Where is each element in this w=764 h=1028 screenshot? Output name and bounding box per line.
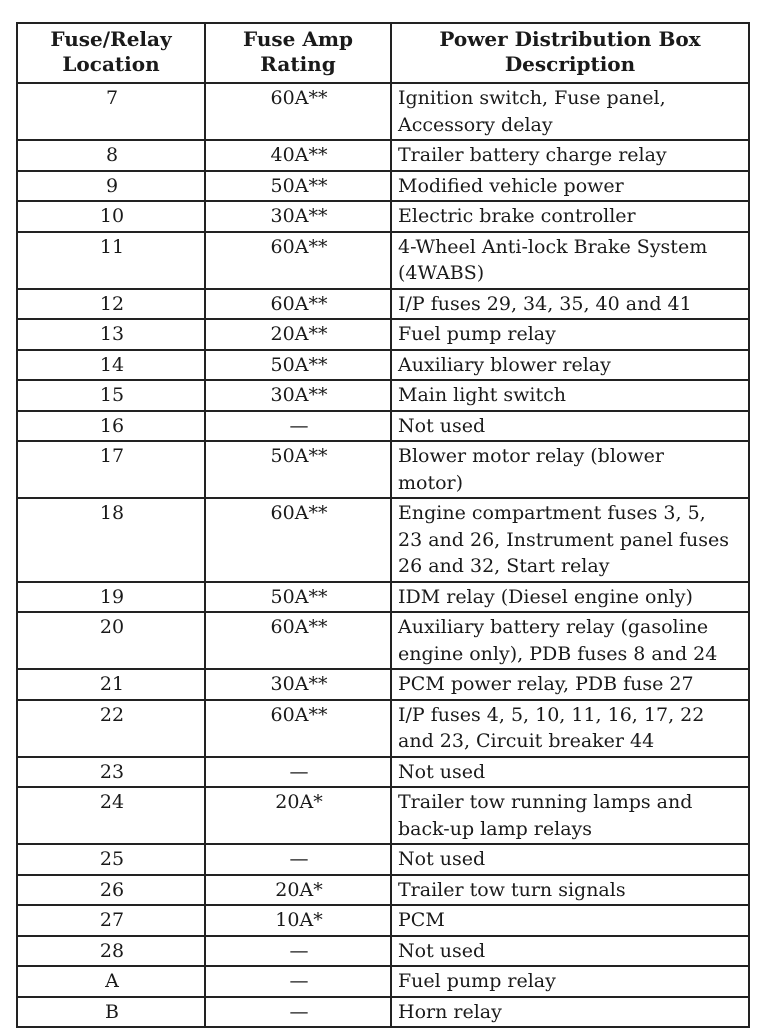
description-line: Not used	[398, 760, 486, 783]
description-cell	[391, 83, 749, 140]
table-row	[17, 997, 749, 1028]
table-row	[17, 905, 749, 936]
description-cell	[391, 757, 749, 788]
fuse-amp-rating-cell: 50A**	[205, 582, 391, 613]
fuse-amp-rating-cell: 30A**	[205, 669, 391, 700]
table-row	[17, 201, 749, 232]
description-line: Trailer battery charge relay	[398, 144, 667, 166]
table-row	[17, 289, 749, 320]
fuse-location-cell: 7	[17, 83, 205, 140]
fuse-location-cell: 23	[17, 757, 205, 788]
description-cell	[391, 966, 749, 997]
table-row	[17, 612, 749, 669]
table-row	[17, 875, 749, 906]
description-line: Auxiliary battery relay (gasoline	[398, 616, 709, 638]
fuse-location-cell: 9	[17, 171, 205, 202]
description-line: Trailer tow running lamps and	[398, 791, 693, 813]
fuse-location-cell: 14	[17, 350, 205, 381]
fuse-location-cell: 21	[17, 669, 205, 700]
fuse-amp-rating-cell: 60A**	[205, 498, 391, 582]
fuse-amp-rating-cell: 60A**	[205, 700, 391, 757]
description-cell	[391, 936, 749, 967]
description-cell	[391, 905, 749, 936]
table-row	[17, 350, 749, 381]
fuse-location-cell: 13	[17, 319, 205, 350]
description-cell	[391, 411, 749, 442]
header-amp-line-1: Fuse Amp	[243, 27, 353, 51]
description-line: and 23, Circuit breaker 44	[398, 730, 655, 752]
table-body	[17, 83, 749, 1027]
fuse-amp-rating-cell: 20A**	[205, 319, 391, 350]
table-row	[17, 700, 749, 757]
description-cell	[391, 350, 749, 381]
description-cell	[391, 319, 749, 350]
header-amp-line-2: Rating	[260, 52, 336, 76]
description-cell	[391, 844, 749, 875]
fuse-location-cell: 16	[17, 411, 205, 442]
fuse-amp-rating-cell: 60A**	[205, 232, 391, 289]
description-line: I/P fuses 29, 34, 35, 40 and 41	[398, 292, 692, 315]
table-row	[17, 936, 749, 967]
fuse-location-cell: 25	[17, 844, 205, 875]
description-line: Blower motor relay (blower	[398, 445, 664, 467]
description-cell	[391, 700, 749, 757]
table-row	[17, 498, 749, 582]
fuse-amp-rating-cell: 60A**	[205, 612, 391, 669]
fuse-location-cell: 18	[17, 498, 205, 582]
description-cell	[391, 201, 749, 232]
description-line: 23 and 26, Instrument panel fuses	[398, 528, 729, 551]
table-row	[17, 232, 749, 289]
fuse-location-cell: 20	[17, 612, 205, 669]
description-line: I/P fuses 4, 5, 10, 11, 16, 17, 22	[398, 703, 705, 726]
fuse-location-cell: 8	[17, 140, 205, 171]
header-description	[391, 23, 749, 83]
fuse-location-cell: A	[17, 966, 205, 997]
table-row	[17, 966, 749, 997]
table-row	[17, 380, 749, 411]
table-row	[17, 441, 749, 498]
fuse-amp-rating-cell: —	[205, 844, 391, 875]
header-amp-rating	[205, 23, 391, 83]
description-line: Auxiliary blower relay	[398, 353, 611, 376]
fuse-location-cell: 26	[17, 875, 205, 906]
description-cell	[391, 171, 749, 202]
description-line: Not used	[398, 848, 486, 870]
fuse-amp-rating-cell: 50A**	[205, 441, 391, 498]
description-cell	[391, 140, 749, 171]
table-row	[17, 83, 749, 140]
fuse-amp-rating-cell: 30A**	[205, 201, 391, 232]
description-line: back-up lamp relays	[398, 817, 593, 840]
header-description-line-2: Description	[504, 52, 636, 76]
fuse-amp-rating-cell: 10A*	[205, 905, 391, 936]
fuse-location-cell: 28	[17, 936, 205, 967]
fuse-amp-rating-cell: 40A**	[205, 140, 391, 171]
header-location-line-2: Location	[62, 52, 160, 76]
table-row	[17, 411, 749, 442]
fuse-amp-rating-cell: —	[205, 757, 391, 788]
table-row	[17, 757, 749, 788]
description-cell	[391, 612, 749, 669]
description-line: Not used	[398, 939, 486, 962]
fuse-location-cell: 17	[17, 441, 205, 498]
description-line: Horn relay	[398, 1000, 502, 1023]
description-line: Main light switch	[398, 384, 566, 406]
header-location-line-1: Fuse/Relay	[50, 27, 172, 51]
header-description-line-1: Power Distribution Box	[439, 27, 701, 51]
fuse-amp-rating-cell: 60A**	[205, 289, 391, 320]
description-line: Modified vehicle power	[398, 174, 624, 197]
fuse-location-cell: 19	[17, 582, 205, 613]
fuse-amp-rating-cell: —	[205, 936, 391, 967]
description-line: 26 and 32, Start relay	[398, 555, 610, 577]
fuse-amp-rating-cell: 50A**	[205, 350, 391, 381]
fuse-location-cell: 27	[17, 905, 205, 936]
description-cell	[391, 498, 749, 582]
fuse-location-cell: 11	[17, 232, 205, 289]
header-location	[17, 23, 205, 83]
fuse-amp-rating-cell: 20A*	[205, 875, 391, 906]
description-cell	[391, 582, 749, 613]
fuse-location-cell: 10	[17, 201, 205, 232]
description-line: IDM relay (Diesel engine only)	[398, 585, 693, 608]
table-row	[17, 787, 749, 844]
description-line: Fuel pump relay	[398, 323, 556, 345]
fuse-location-cell: 15	[17, 380, 205, 411]
fuse-location-cell: B	[17, 997, 205, 1028]
table-row	[17, 319, 749, 350]
fuse-amp-rating-cell: 30A**	[205, 380, 391, 411]
table-row	[17, 171, 749, 202]
description-line: engine only), PDB fuses 8 and 24	[398, 642, 718, 665]
table-row	[17, 140, 749, 171]
fuse-amp-rating-cell: —	[205, 411, 391, 442]
description-cell	[391, 441, 749, 498]
description-line: Fuel pump relay	[398, 970, 556, 992]
fuse-amp-rating-cell: —	[205, 997, 391, 1028]
table-header-row	[17, 23, 749, 83]
description-line: Trailer tow turn signals	[398, 878, 626, 901]
description-line: PCM	[398, 909, 445, 931]
description-line: Engine compartment fuses 3, 5,	[398, 502, 706, 524]
description-line: motor)	[398, 471, 464, 494]
fuse-amp-rating-cell: 50A**	[205, 171, 391, 202]
fuse-location-cell: 24	[17, 787, 205, 844]
description-line: Accessory delay	[398, 113, 553, 136]
description-cell	[391, 787, 749, 844]
fuse-amp-rating-cell: —	[205, 966, 391, 997]
description-cell	[391, 997, 749, 1028]
table-row	[17, 844, 749, 875]
description-cell	[391, 232, 749, 289]
fuse-amp-rating-cell: 60A**	[205, 83, 391, 140]
table-row	[17, 582, 749, 613]
description-cell	[391, 669, 749, 700]
description-line: (4WABS)	[398, 262, 485, 284]
description-cell	[391, 380, 749, 411]
fuse-location-cell: 22	[17, 700, 205, 757]
fuse-relay-table	[16, 22, 750, 1028]
fuse-amp-rating-cell: 20A*	[205, 787, 391, 844]
description-line: Ignition switch, Fuse panel,	[398, 87, 666, 109]
description-line: PCM power relay, PDB fuse 27	[398, 673, 694, 695]
description-line: Electric brake controller	[398, 205, 636, 227]
description-line: 4-Wheel Anti-lock Brake System	[398, 235, 708, 258]
description-cell	[391, 289, 749, 320]
description-cell	[391, 875, 749, 906]
table-row	[17, 669, 749, 700]
fuse-location-cell: 12	[17, 289, 205, 320]
description-line: Not used	[398, 414, 486, 437]
